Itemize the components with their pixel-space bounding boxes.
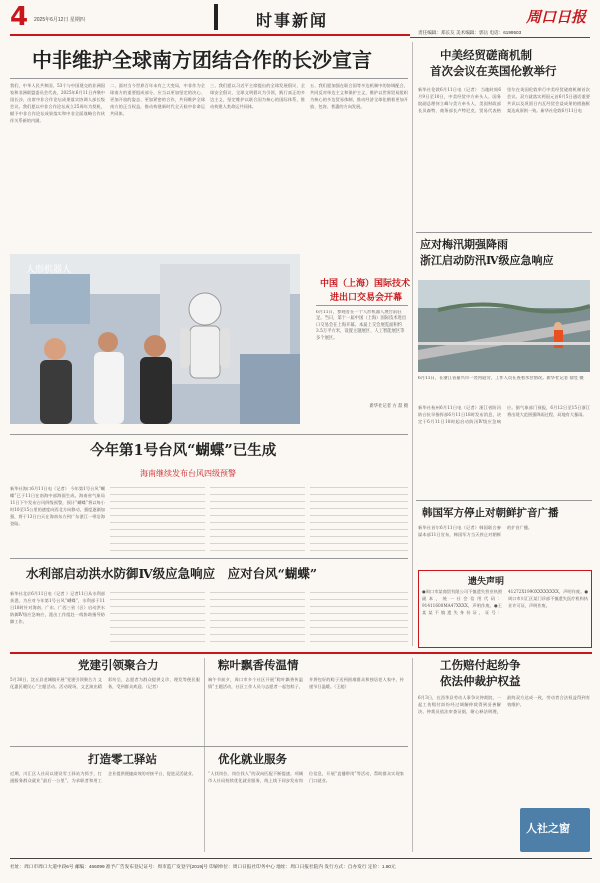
local-left-2-headline: 打造零工驿站 bbox=[88, 752, 157, 766]
lead-col-3: 三、我们愿以习近平主席提出的全球发展倡议、全球安全倡议、全球文明倡议为引领，践行真正的多边主义，坚定维护以联合国为核心的国际体系，推动构建人类命运共同体。 bbox=[210, 83, 305, 110]
lead-col-1: 我们，中华人民共和国、53个与中国建交的非洲国家和非洲联盟委员会代表，2025年6月11日齐聚中国长沙，出席中非合作论坛成果落实协调人部长级会议。我们愿以中非合作论坛成立25周年为契机，赋予中非合作论坛成果落实和中非全面战略合作伙伴关系新的内涵。 bbox=[10, 83, 105, 124]
zhejiang-headline-1: 应对梅汛期强降雨 bbox=[420, 238, 508, 251]
typhoon-headline: 今年第1号台风“蝴蝶”已生成 bbox=[90, 442, 277, 459]
header-rule-right bbox=[410, 37, 590, 38]
typhoon-text-4 bbox=[310, 485, 408, 553]
flood-top-rule bbox=[10, 558, 408, 559]
page-number: 4 bbox=[10, 2, 29, 32]
flood-headline: 水利部启动洪水防御Ⅳ级应急响应 应对台风“蝴蝶” bbox=[26, 566, 318, 581]
issue-date: 2025年6月12日 星期四 bbox=[34, 17, 85, 23]
local-mid-text: 端午节前夕，周口市多个社区开展“粽叶飘香传温情”主题活动，社区工作人员与志愿者一起包粽子，并将包好的粽子送到困难群众和独居老人家中，传递节日温暖。（王超） bbox=[208, 677, 404, 690]
flood-text-4 bbox=[310, 590, 408, 644]
flood-text-1: 新华社北京6月11日电（记者 ）记者11日从水利部获悉，为应对今年第1号台风“蝴蝶”，水利部于11日18时针对海南、广东、广西三省（区）启动洪水防御Ⅳ级应急响应，派出工作组赴一线协助指导防御工作。 bbox=[10, 591, 105, 625]
robot-expo-photo bbox=[10, 254, 300, 424]
right-column-divider bbox=[412, 42, 413, 646]
local-divider-2 bbox=[412, 658, 413, 852]
labor-text: 6月3日，在西华县劳动人事争议仲裁院，一起工伤赔付纠纷经过调解仲裁得到妥善解决。仲裁员依法审查证据，耐心释法明理，最终双方达成一致，劳动者合法权益得到有效维护。 bbox=[418, 695, 590, 715]
typhoon-text-2 bbox=[110, 485, 205, 553]
section-title: 时事新闻 bbox=[256, 11, 329, 30]
lead-rule bbox=[10, 78, 408, 79]
expo-caption: 6月11日，参观者在一个人形机器人展台前驻足。当日，第十一届中国（上海）国际技术进出口交易会在上海开幕。本届上交会展览面积约3.5万平方米，设置主题展区、人工智能展区等多个展区。 bbox=[316, 310, 407, 341]
lead-col-2: 二、面对当今世界百年未有之大变局，中非作为全球南方的重要组成部分，应当以更加坚定的决心、更加开放的姿态、更加紧密的合作，共同维护全球南方的正当权益，推动构建新时代全天候中非命运共同体。 bbox=[110, 83, 205, 117]
typhoon-text-1: 新华社海口6月11日电（记者） 今年第1号台风“蝴蝶”已于11日在南海中部海面生成。海南省气象局11日下午发布台风四级预警，预计“蝴蝶”将以每小时10至15公里的速度向西北方向移动，强度逐渐加强，将于13日白天在海南东方到广东湛江一带沿海登陆。 bbox=[10, 486, 105, 527]
expo-credit: 新华社记者 方 喆 摄 bbox=[369, 404, 408, 409]
local-mid-2-headline: 优化就业服务 bbox=[218, 752, 287, 766]
labor-column-name: 人社之窗 bbox=[526, 822, 570, 835]
talks-text: 新华社伦敦6月11日电（记者） 当地时间6月9日至10日，中美经贸中方牵头人、国务院副总理何立峰与美方牵头人、美国财政部长贝森特、商务部长卢特尼克、贸易代表格里尔在英国伦敦举行中美经贸磋商机制首次会议。双方就落实两国元首6月5日通话重要共识以及巩固日内瓦经贸会谈成果的措施框架达成原则一致。新华社伦敦6月11日电 bbox=[418, 87, 590, 114]
local-section-rule bbox=[10, 652, 592, 654]
robot-sign-text: 人形机器人 bbox=[26, 265, 72, 275]
local-left-headline: 党建引领聚合力 bbox=[78, 658, 159, 672]
labor-headline-1: 工伤赔付起纷争 bbox=[440, 658, 521, 672]
zhejiang-caption: 6月11日，在浙江省嘉兴市一处河道旁，工作人员在查看水位情况。新华社记者 徐昱 摄 bbox=[418, 376, 584, 381]
local-mid-rule bbox=[10, 746, 408, 747]
korea-text: 新华社首尔6月11日电（记者）韩国联合参谋本部11日宣布，韩国军方当天停止对朝鲜的扩音广播。 bbox=[418, 525, 533, 538]
korea-headline: 韩国军方停止对朝鲜扩音广播 bbox=[422, 507, 559, 519]
local-divider-1 bbox=[204, 658, 205, 852]
local-left-text: 5月30日，沈丘县老城镇开展“党建引领聚合力 文化惠民暖民心”主题活动。活动现场，文艺演出精彩纷呈，志愿者为群众提供义诊、理发等便民服务，受到群众欢迎。（记者） bbox=[10, 677, 200, 690]
lead-col-4: 五、我们愿加强在联合国等多边机制中的协调配合，共同反对单边主义和保护主义，维护以世界贸易组织为核心的多边贸易体制，推动经济全球化朝着更加开放、包容、普惠的方向发展。 bbox=[310, 83, 408, 110]
footer-rule bbox=[10, 858, 592, 859]
expo-rule bbox=[316, 305, 408, 306]
labor-column-badge bbox=[520, 808, 590, 852]
notice-title: 遗失声明 bbox=[468, 577, 505, 587]
labor-headline-2: 依法仲裁护权益 bbox=[440, 674, 521, 688]
zhejiang-top-rule bbox=[416, 232, 592, 233]
zhejiang-headline-2: 浙江启动防汛Ⅳ级应急响应 bbox=[420, 254, 554, 267]
local-mid-headline: 粽叶飘香传温情 bbox=[218, 658, 299, 672]
lead-headline: 中非维护全球南方团结合作的长沙宣言 bbox=[32, 48, 372, 72]
expo-headline-2: 进出口交易会开幕 bbox=[330, 293, 403, 303]
zhejiang-text: 新华社杭州6月11日电（记者）浙江省防汛防台抗旱指挥部6月11日18时发布消息，决定于6月11日18时起启动防汛Ⅳ级应急响应。据气象部门预报，6月12日至15日浙江将出现大范围强降雨过程，局地有大暴雨。 bbox=[418, 405, 590, 425]
zhejiang-river-photo bbox=[418, 280, 590, 372]
editor-line: 责任编辑：郑长友 美术编辑：郭岳 电话：6199503 bbox=[418, 30, 522, 35]
typhoon-top-rule bbox=[10, 434, 408, 435]
expo-headline-1: 中国（上海）国际技术 bbox=[320, 279, 411, 289]
footer-info: 社址：周口市周口大道中段6号 邮编：466099 准予广告发布登记证号：周市监广发登字[2019]号 印刷单位：周口日报社印务中心 地址：周口日报社院内 发行方式：自办发行 定价：1.80元 bbox=[10, 864, 396, 869]
talks-headline-2: 首次会议在英国伦敦举行 bbox=[430, 64, 557, 78]
flood-text-3 bbox=[210, 590, 305, 644]
section-block bbox=[214, 4, 218, 30]
header-rule bbox=[10, 34, 410, 36]
local-left-2-text: 近期，川汇区人社局以建设零工驿站为抓手，打通服务群众就业“最后一公里”，为求职者和用工企业提供便捷高效的对接平台，促进灵活就业。 bbox=[10, 771, 196, 784]
talks-headline-1: 中美经贸磋商机制 bbox=[440, 48, 532, 62]
notice-text: ●周口市某商贸有限公司不慎遗失营业执照副本，统一社会信用代码：91411600MA47XXXX，声明作废。●王某某不慎遗失身份证，证号：41272X1990XXXXXXXX，声明作废。●周口市川汇区某门诊部不慎遗失医疗机构执业许可证，声明作废。 bbox=[422, 589, 588, 616]
typhoon-text-3 bbox=[210, 485, 305, 553]
flood-text-2 bbox=[110, 590, 205, 644]
newspaper-logo: 周口日报 bbox=[526, 8, 587, 26]
korea-top-rule bbox=[416, 500, 592, 501]
typhoon-subheadline: 海南继续发布台风四级预警 bbox=[140, 469, 236, 478]
local-mid-2-text: “人找岗位、岗位找人”的双向匹配不断提速。项城市人社局持续优化就业服务，线上线下同步发布岗位信息，开展“直播带岗”等活动，帮助群众实现家门口就业。 bbox=[208, 771, 404, 784]
